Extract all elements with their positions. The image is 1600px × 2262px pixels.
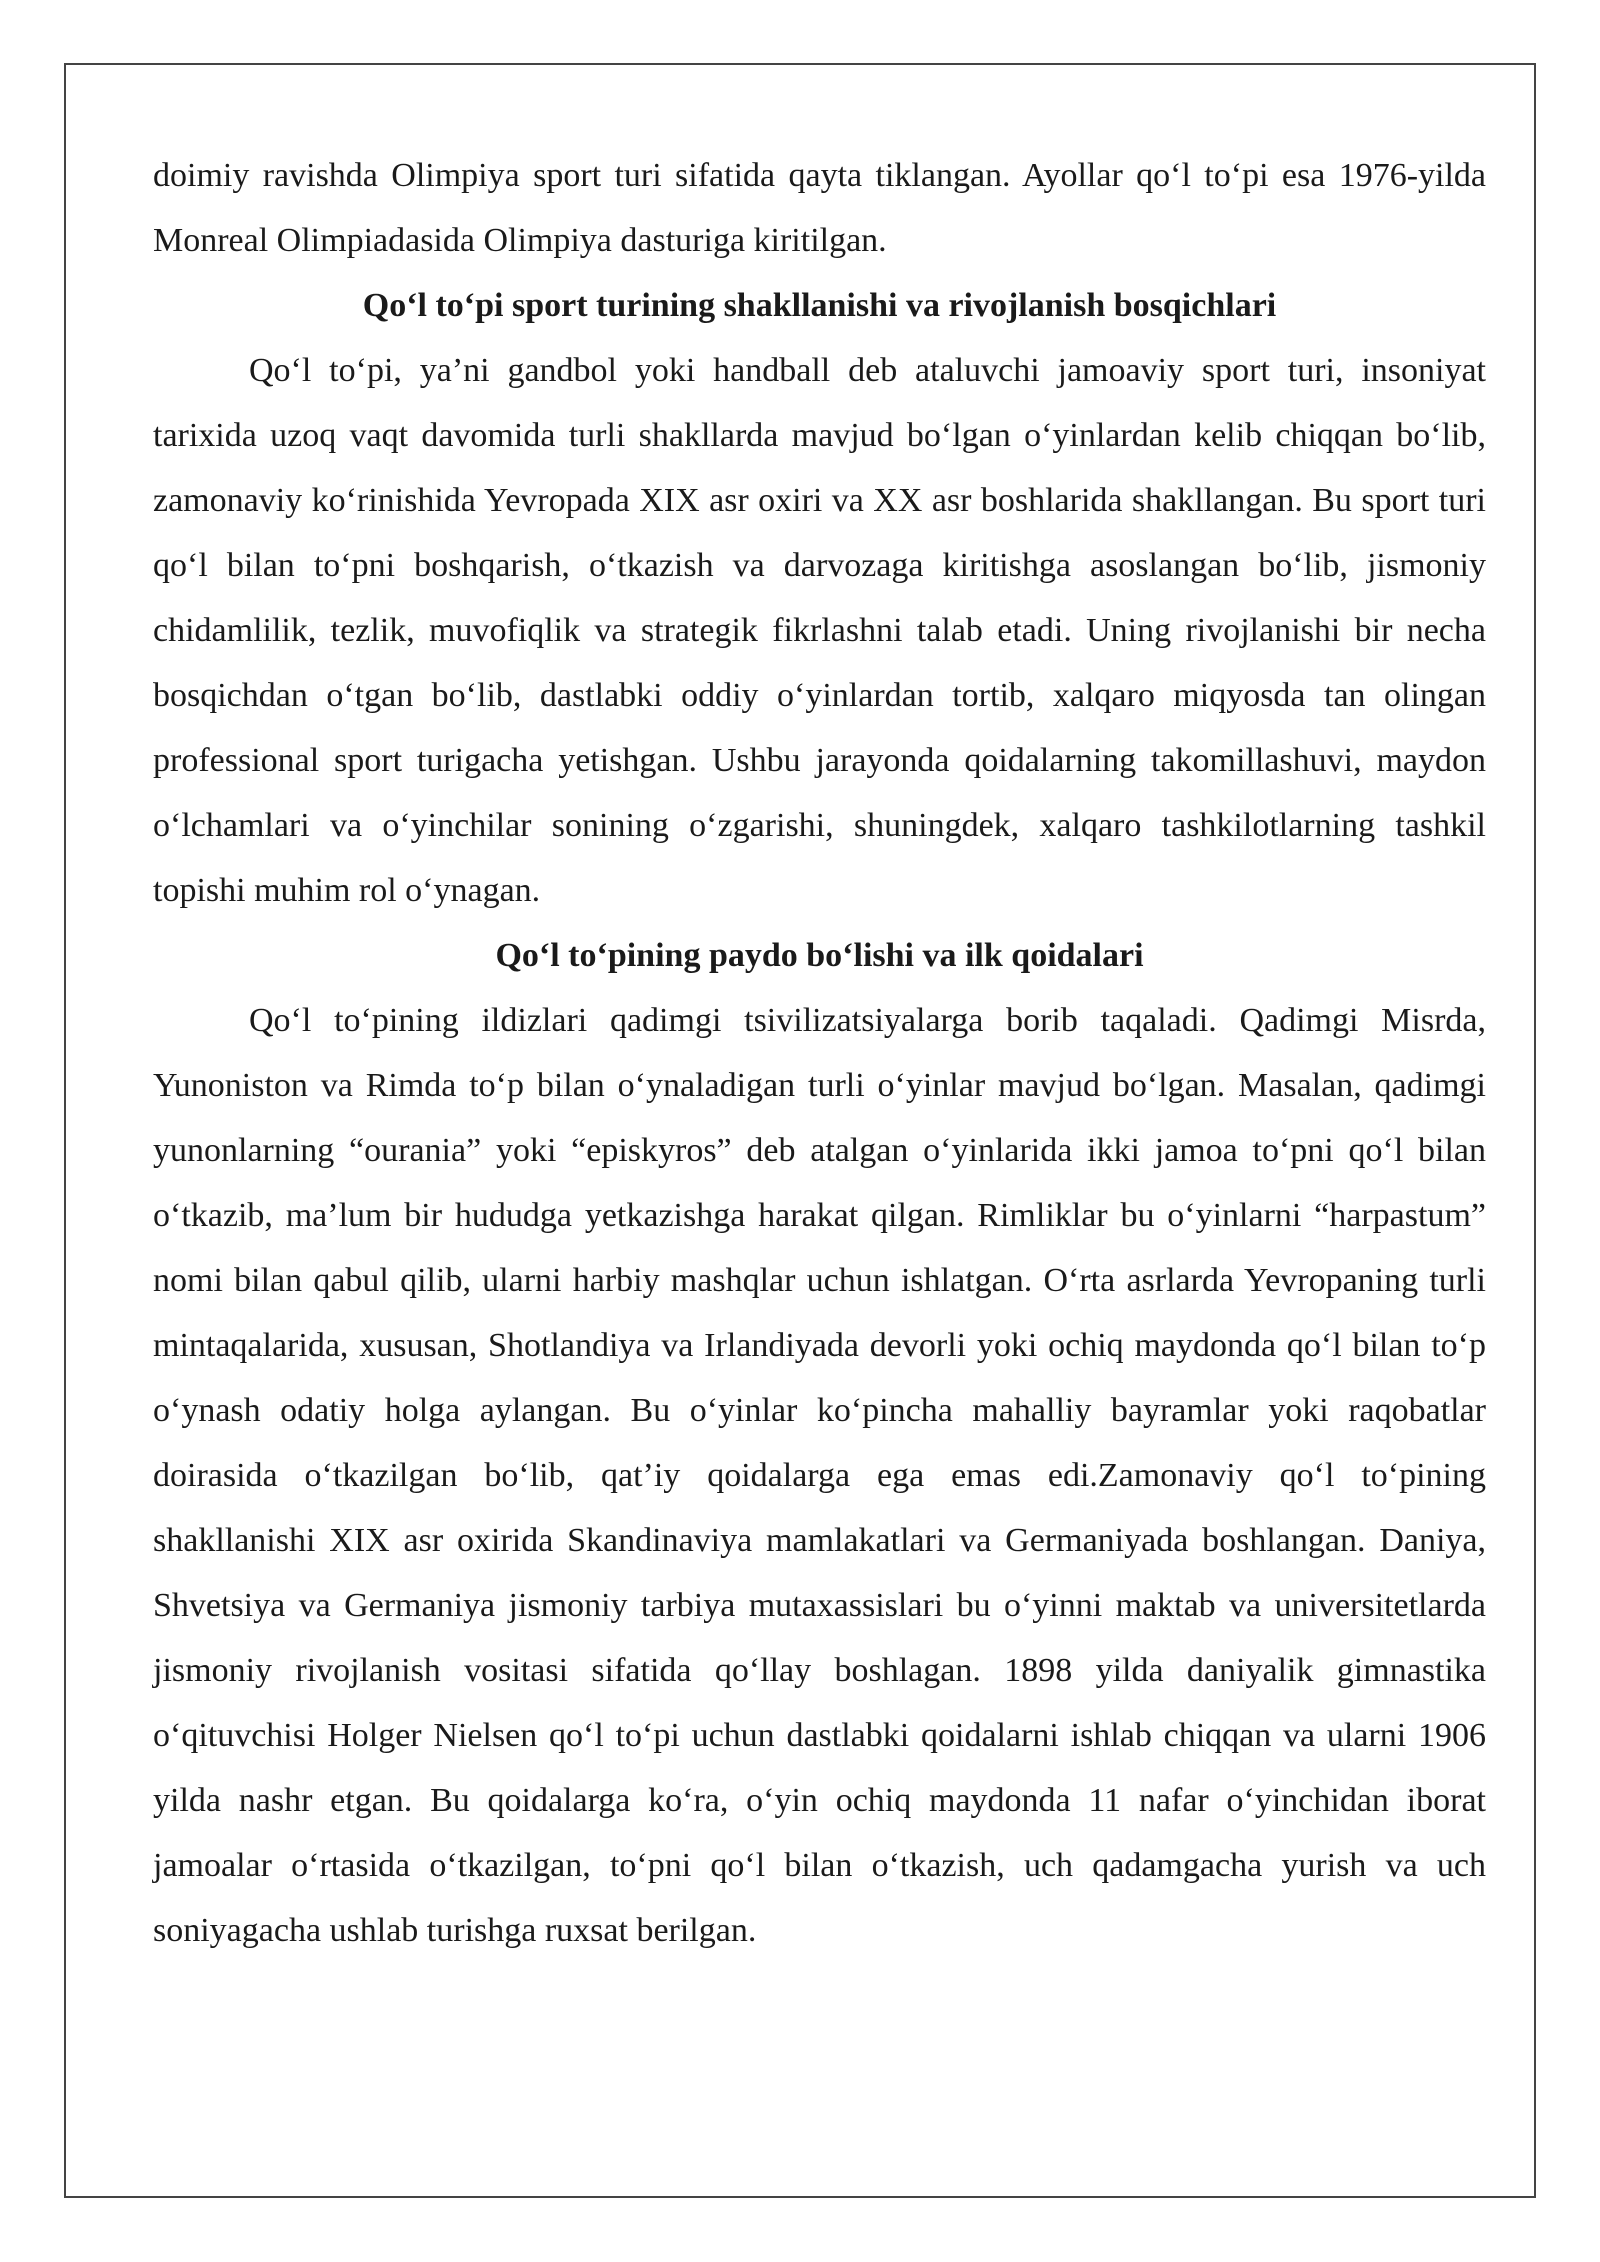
section-heading-origins: Qo‘l to‘pining paydo bo‘lishi va ilk qoidalari [495,937,1144,974]
paragraph-origins: Qo‘l to‘pining ildizlari qadimgi tsivilizatsiyalarga borib taqaladi. Qadimgi Misrda, Yunoniston va Rimda to‘p bilan o‘ynaladigan turli o‘yinlar mavjud bo‘lgan. Masalan, qadimgi yunonlarning “ourania” yoki “episkyros” deb atalgan o‘yinlarida ikki jamoa to‘pni qo‘l bilan o‘tkazib, ma’lum bir hududga yetkazishga harakat qilgan. Rimliklar bu o‘yinlarni “harpastum” nomi bilan qabul qilib, ularni harbiy mashqlar uchun ishlatgan. O‘rta asrlarda Yevropaning turli mintaqalarida, xususan, Shotlandiya va Irlandiyada devorli yoki ochiq maydonda qo‘l bilan to‘p o‘ynash odatiy holga aylangan. Bu o‘yinlar ko‘pincha mahalliy bayramlar yoki raqobatlar doirasida o‘tkazilgan bo‘lib, qat’iy qoidalarga ega emas edi.Zamonaviy qo‘l to‘pining shakllanishi XIX asr oxirida Skandinaviya mamlakatlari va Germaniyada boshlangan. Daniya, Shvetsiya va Germaniya jismoniy tarbiya mutaxassislari bu o‘yinni maktab va universitetlarda jismoniy rivojlanish vositasi sifatida qo‘llay boshlagan. 1898 yilda daniyalik gimnastika o‘qituvchisi Holger Nielsen qo‘l to‘pi uchun dastlabki qoidalarni ishlab chiqqan va ularni 1906 yilda nashr etgan. Bu qoidalarga ko‘ra, o‘yin ochiq maydonda 11 nafar o‘yinchidan iborat jamoalar o‘rtasida o‘tkazilgan, to‘pni qo‘l bilan o‘tkazish, uch qadamgacha yurish va uch soniyagacha ushlab turishga ruxsat berilgan. [153,1002,1486,1949]
paragraph-continuation: doimiy ravishda Olimpiya sport turi sifatida qayta tiklangan. Ayollar qo‘l to‘pi esa 1976-yilda Monreal Olimpiadasida Olimpiya dasturiga kiritilgan. [153,157,1486,259]
document-body [153,143,1486,1963]
section-heading-formation: Qo‘l to‘pi sport turining shakllanishi va rivojlanish bosqichlari [362,287,1277,324]
paragraph-formation: Qo‘l to‘pi, ya’ni gandbol yoki handball deb ataluvchi jamoaviy sport turi, insoniyat tarixida uzoq vaqt davomida turli shakllarda mavjud bo‘lgan o‘yinlardan kelib chiqqan bo‘lib, zamonaviy ko‘rinishida Yevropada XIX asr oxiri va XX asr boshlarida shakllangan. Bu sport turi qo‘l bilan to‘pni boshqarish, o‘tkazish va darvozaga kiritishga asoslangan bo‘lib, jismoniy chidamlilik, tezlik, muvofiqlik va strategik fikrlashni talab etadi. Uning rivojlanishi bir necha bosqichdan o‘tgan bo‘lib, dastlabki oddiy o‘yinlardan tortib, xalqaro miqyosda tan olingan professional sport turigacha yetishgan. Ushbu jarayonda qoidalarning takomillashuvi, maydon o‘lchamlari va o‘yinchilar sonining o‘zgarishi, shuningdek, xalqaro tashkilotlarning tashkil topishi muhim rol o‘ynagan. [153,352,1486,909]
